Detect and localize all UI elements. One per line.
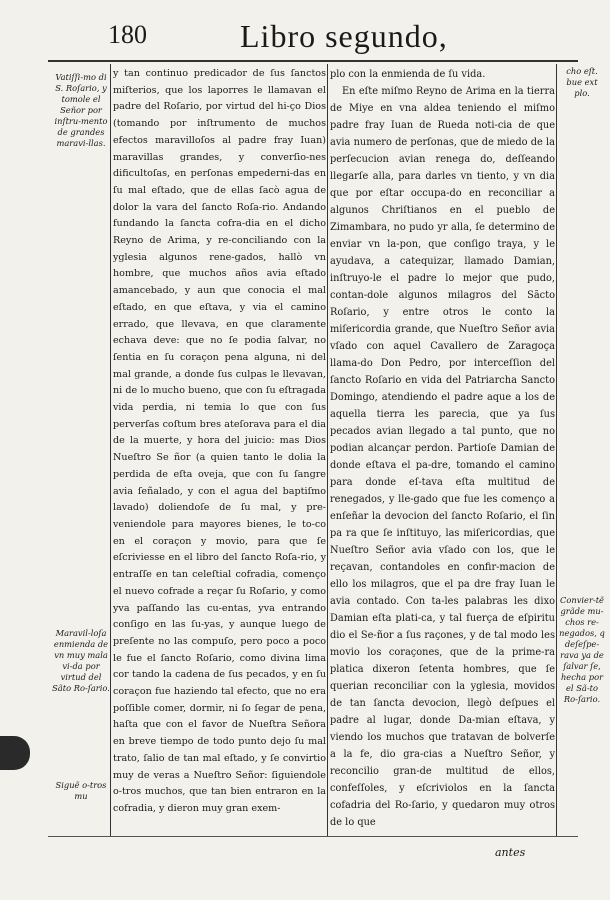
- header-rule: [48, 60, 578, 62]
- column-divider: [327, 64, 328, 836]
- left-paragraph-1: y tan continuo predicador de ſus ſanctos miſterios, que los laporres le llamavan el padre del Roſario, por virtud del hi-ço Dios (tomando por inſtrumento de muchos efectos maravilloſos al padre fray Iuan) maravillas grandes, y converſio-nes dificultoſas, en perſonas empederni-das en ſu mal eſtado, que de ellas ſacò agua de dolor la vara del ſancto Roſa-rio. Andando fundando la ſancta cofra-dia en el dicho Reyno de Arima, y re-conciliando con la yglesia algunos rene-gados, hallò vn hombre, que muchos años avia eſtado amancebado, y aun que conocia el mal eſtado, en que eſtava, y via el camino errado, que llevava, en que claramente echava deve: que no ſe podia ſalvar, no ſentia en ſu coraçon pena alguna, ni del mal grande, a donde ſus culpas le llevavan, ni de lo mucho bueno, que con ſu eſtragada vida perdia, ni temia lo que con ſus perverſas coſtum bres ateſorava para el dia de la muerte, y hora del juicio: mas Dios Nueſtro Se ñor (a quien tanto le dolia la perdida de eſta oveja, que con ſu ſangre avia ſeñalado, y con el agua del baptiſmo lavado) doliendoſe de ſu mal, y pre-veniendole para mayores bienes, le to-co en el coraçon y movio, para que ſe eſcriviesse en el libro del ſancto Roſa-rio, y entraſſe en tan celeſtial cofradia, començo el nuevo cofrade a reçar ſu Roſario, y como yva paſſando las cu-entas, yva entrando conſigo en las ſu-yas, y aunque luego de preſente no las compuſo, pero poco a poco le fue el ſancto Roſario, como divina lima cor tando la cadena de ſus pecados, y en ſu coraçon fue haziendo tal efecto, que no era poſſible comer, dormir, ni ſo ſegar de pena, haſta que con el favor de Nueſtra Señora en breve tiempo de todo punto dejo ſu mal trato, ſalio de tan mal eſtado, y ſe convirtio muy de veras a Nueſtro Señor: ſiguiendole o-tros muchos, que tan bien entraron en la cofradia, y dieron muy gran exem-: [113, 68, 326, 814]
- footer-rule: [48, 836, 578, 837]
- left-text-column: [113, 66, 326, 836]
- margin-note-right-2: Convier-tẽ grãde mu-chos re-negados, q deſeſpe-rava ya de ſalvar ſe, hecha por el Sã-to Ro-ſario.: [559, 595, 605, 704]
- margin-note-right-1: cho eſt. bue ext plo.: [566, 66, 598, 98]
- right-paragraph-2: En eſte miſmo Reyno de Arima en la tierra de Miye en vna aldea teniendo el miſmo padre fray Iuan de Rueda noti-cia de que avia numero de perſonas, que de miedo de la perſecucion avian renega do, deſſeando llegarſe alla, para darles vn tiento, y vn dia que por eſtar occupa-do en reconciliar a algunos Chriſtianos en el pueblo de Zimambara, no pudo yr alla, ſe determino de enviar vn la-pon, que conſigo traya, y le ayudava, a catequizar, llamado Damian, inſtruyo-le el padre lo mejor que pudo, contan-dole algunos milagros del Sãcto Roſario, y entre otros le conto la miſericordia grande, que Nueſtro Señor avia vſado con aquel Cavallero de Zaragoça llama-do Don Pedro, por interceſſion del ſancto Roſario en vida del Patriarcha Sancto Domingo, atendiendo el padre aque a los de aquella tierra les parecia, que ya ſus pecados avian llegado a tal punto, que no podian alcançar perdon. Partioſe Damian de donde eſtava el pa-dre, tomando el camino para donde eſ-tava eſta multitud de renegados, y lle-gado que fue les començo a enſeñar la devocion del ſancto Roſario, el ſin pa ra que ſe inſtituyo, las miſericordias, que Nueſtro Señor avia vſado con los, que le reçavan, contandoles en confir-macion de ello los milagros, que el pa dre fray Iuan le avia contado. Con ta-les palabras les dixo Damian eſta plati-ca, y tal fuerça de eſpiritu dio el Se-ñor a ſus raçones, y de tal modo les movio los coraçones, que de la prime-ra platica dixeron ſetenta hombres, que ſe querian reconciliar con la yglesia, movidos de tan ſancta devocion, llegò deſpues el padre al lugar, donde Da-mian eſtava, y viendo los muchos que tratavan de bolverſe a la fe, dio gra-cias a Nueſtro Señor, y reconcilio gran-de multitud de ellos, confeſſoles, y eſcriviolos en la ſancta cofadria del Ro-ſario, y quedaron muy otros de lo que: [330, 86, 555, 828]
- ink-blot: [0, 736, 30, 770]
- running-title: Libro segundo,: [240, 18, 448, 54]
- page-number: 180: [108, 20, 147, 49]
- right-text-column: [330, 66, 555, 836]
- right-paragraph-1: plo con la enmienda de ſu vida.: [330, 69, 486, 80]
- right-margin-rule: [556, 64, 557, 836]
- margin-note-left-2: Maravil-loſa enmienda de vn muy mala vi-da por virtud del Sãto Ro-ſario.: [52, 628, 110, 693]
- margin-note-left-3: Siguẽ o-tros mu: [55, 780, 107, 801]
- catchword: antes: [495, 846, 526, 859]
- margin-note-left-1: Vatiſſi-mo di S. Roſario, y tomole el Señor por inſtru-mento de grandes maravi-llas.: [54, 72, 108, 148]
- page-header: [0, 18, 610, 58]
- left-margin-rule: [110, 64, 111, 836]
